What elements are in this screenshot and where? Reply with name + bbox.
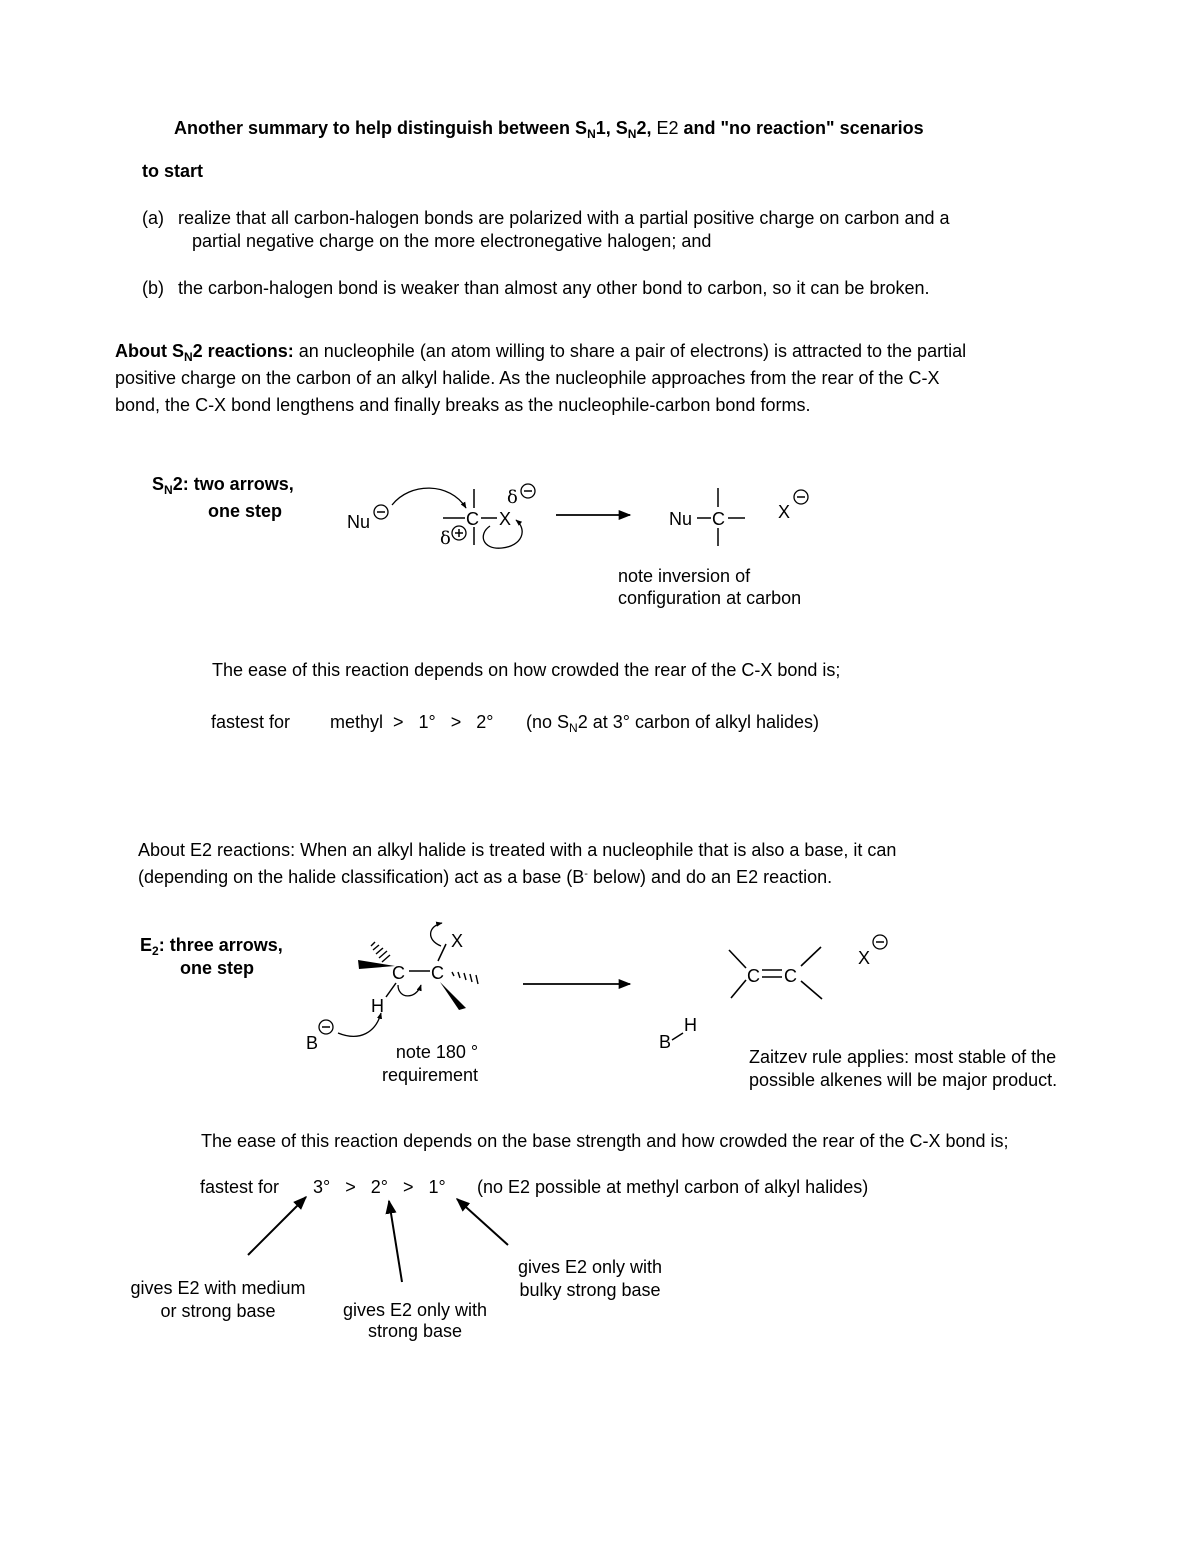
halide-ion-label: X <box>858 948 871 968</box>
e2-paragraph-line2: (depending on the halide classification) act as a base (B- below) and do an E2 reaction. <box>138 867 833 887</box>
annotation-tertiary-line1: gives E2 with medium <box>130 1278 306 1298</box>
negative-charge-icon <box>521 484 535 498</box>
intro-b-text: the carbon-halogen bond is weaker than almost any other bond to carbon, so it can be broken. <box>178 278 930 298</box>
curved-arrow-icon <box>392 488 466 508</box>
sn2-product <box>669 488 808 546</box>
intro-heading: to start <box>142 161 204 181</box>
delta-minus-label: δ <box>507 487 518 508</box>
annotation-arrow-secondary <box>389 1201 402 1282</box>
e2-carbon-right-label: C <box>431 963 444 983</box>
curved-arrow-icon <box>398 985 421 996</box>
e2-halogen-label: X <box>451 931 464 951</box>
e2-ease-text: The ease of this reaction depends on the base strength and how crowded the rear of the C-X bond is; <box>201 1131 1009 1151</box>
sn2-scheme-label: $S_N2$: two arrows, <box>152 474 294 497</box>
halogen-label: X <box>499 509 512 529</box>
sn2-scheme-label-line2: one step <box>208 501 283 521</box>
e2-base-label: B <box>306 1033 319 1053</box>
nucleophile-label: Nu <box>347 512 371 532</box>
annotation-secondary-line1: gives E2 only with <box>342 1300 488 1320</box>
sn2-inversion-note-line2: configuration at carbon <box>618 588 802 608</box>
annotation-primary-line2: bulky strong base <box>519 1280 661 1300</box>
nucleophile-product-label: Nu <box>669 509 693 529</box>
e2-180-note-line1: note 180 ° <box>395 1042 479 1062</box>
annotation-arrow-primary <box>457 1199 508 1245</box>
halide-leaving-label: X <box>778 502 791 522</box>
annotation-secondary-line2: strong base <box>367 1321 463 1341</box>
e2-hydrogen-label: H <box>371 996 384 1016</box>
intro-a-line2: partial negative charge on the more electronegative halogen; and <box>192 231 712 251</box>
e2-scheme-label: $E_2$: three arrows, <box>140 935 283 958</box>
delta-plus-label: δ <box>440 528 451 549</box>
annotation-primary-line1: gives E2 only with <box>517 1257 663 1277</box>
intro-a-label: (a) <box>142 208 164 228</box>
product-carbon-label: C <box>712 509 725 529</box>
alkene-carbon-right-label: C <box>784 966 797 986</box>
sn2-order-note: (no $S_N2$ at 3° carbon of alkyl halides) <box>526 712 820 735</box>
sn2-reactant <box>347 484 535 549</box>
alkene-carbon-left-label: C <box>747 966 760 986</box>
negative-charge-icon <box>794 490 808 504</box>
e2-carbon-left-label: C <box>392 963 405 983</box>
sn2-fastest-label: fastest for <box>211 712 291 732</box>
annotation-tertiary-line2: or strong base <box>160 1301 276 1321</box>
sn2-paragraph-line3: bond, the C-X bond lengthens and finally breaks as the nucleophile-carbon bond forms. <box>115 395 811 415</box>
negative-charge-icon <box>374 505 388 519</box>
negative-charge-icon <box>319 1020 333 1034</box>
sn2-inversion-note-line1: note inversion of <box>618 566 751 586</box>
intro-b-label: (b) <box>142 278 164 298</box>
page-title: Another summary to help distinguish between $S_N1$, $S_N2$, E2 and "no reaction" scenarios <box>174 118 924 141</box>
curved-arrow-icon <box>338 1013 381 1036</box>
sn2-ease-text: The ease of this reaction depends on how crowded the rear of the C-X bond is; <box>212 660 841 680</box>
curved-arrow-icon <box>431 923 442 946</box>
negative-charge-icon <box>873 935 887 949</box>
annotation-arrow-tertiary <box>248 1197 306 1255</box>
intro-a-line1: realize that all carbon-halogen bonds are polarized with a partial positive charge on carbon and a <box>178 208 950 228</box>
e2-product <box>659 935 887 1052</box>
e2-scheme-label-line2: one step <box>180 958 255 978</box>
e2-reactant <box>306 923 478 1053</box>
zaitsev-note-line2: possible alkenes will be major product. <box>749 1070 1058 1090</box>
carbon-label: C <box>466 509 479 529</box>
zaitsev-note-line1: Zaitzev rule applies: most stable of the <box>749 1047 1057 1067</box>
e2-order-note: (no E2 possible at methyl carbon of alkyl halides) <box>477 1177 869 1197</box>
sn2-paragraph-line2: positive charge on the carbon of an alkyl halide. As the nucleophile approaches from the rear of the C-X <box>115 368 940 388</box>
conjugate-acid-b-label: B <box>659 1032 672 1052</box>
positive-charge-icon <box>452 526 466 540</box>
e2-180-note-line2: requirement <box>382 1065 479 1085</box>
e2-fastest-label: fastest for <box>200 1177 280 1197</box>
sn2-paragraph-line1: About $S_N2$ reactions: an nucleophile (an atom willing to share a pair of electrons) is attracted to the partial <box>115 341 967 364</box>
conjugate-acid-h-label: H <box>684 1015 697 1035</box>
e2-paragraph-line1: About E2 reactions: When an alkyl halide is treated with a nucleophile that is also a base, it can <box>138 840 897 860</box>
e2-reactivity-order: 3° > 2° > 1° <box>313 1177 446 1197</box>
sn2-reactivity-order: methyl > 1° > 2° <box>330 712 494 732</box>
